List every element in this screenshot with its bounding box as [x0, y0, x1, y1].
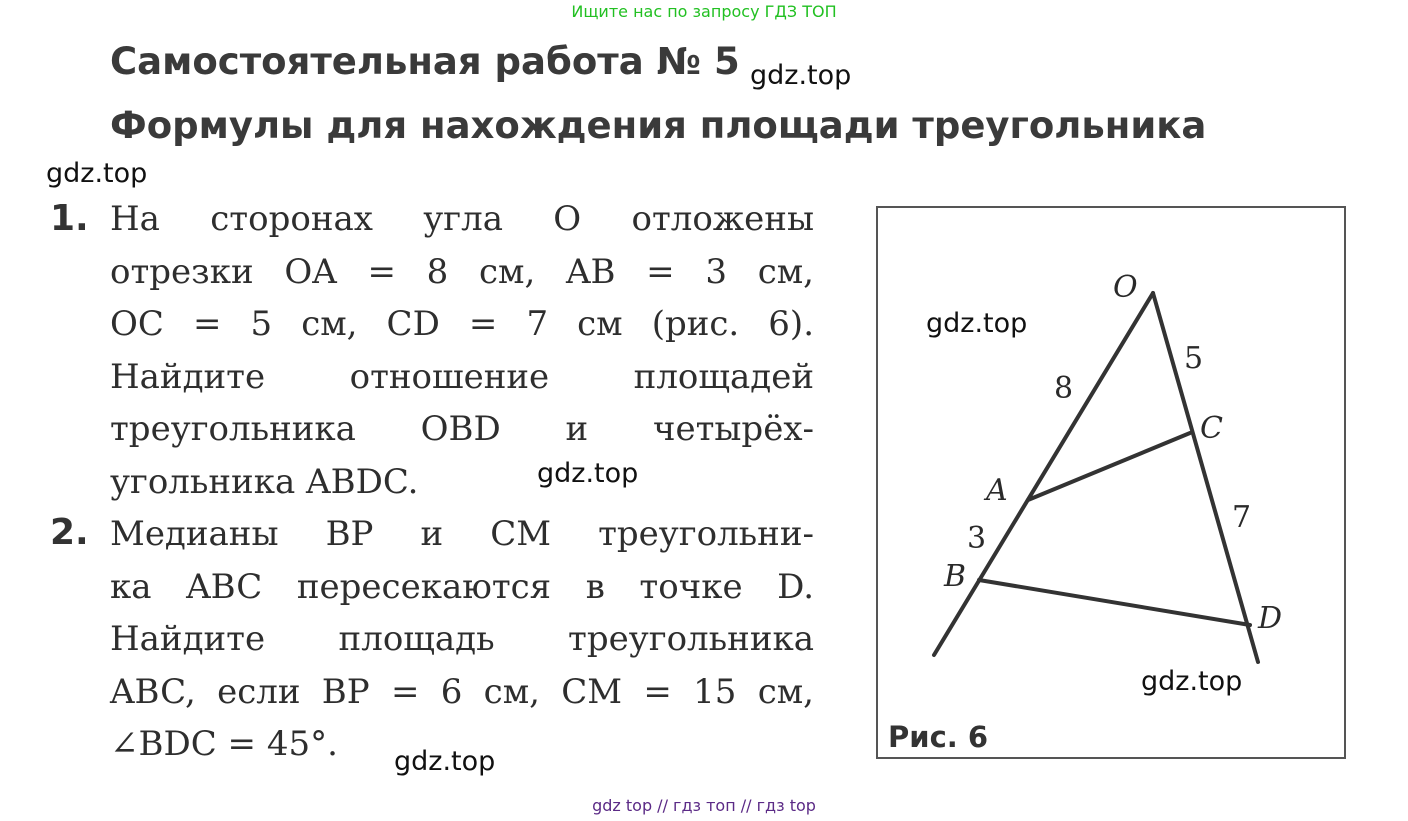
task-1-line: На сторонах угла O отложены	[110, 199, 814, 239]
length-ab-label: 3	[967, 521, 987, 556]
task-2-line: ка ABC пересекаются в точке D.	[110, 566, 814, 607]
length-oa-label: 8	[1054, 371, 1074, 406]
point-c-label: C	[1200, 411, 1223, 446]
point-a-label: A	[986, 473, 1008, 508]
watermark: gdz.top	[750, 60, 852, 91]
watermark: gdz.top	[394, 746, 496, 777]
task-1-number: 1.	[50, 198, 89, 239]
length-oc-label: 5	[1184, 341, 1204, 376]
task-2-line: ∠BDC = 45°.	[110, 724, 338, 764]
task-2-line: Найдите площадь треугольника	[110, 619, 814, 659]
ray-oc-line	[1153, 293, 1258, 662]
segment-bd-line	[979, 580, 1250, 625]
task-1-line: OC = 5 см, CD = 7 см (рис. 6).	[110, 304, 814, 344]
task-2-number: 2.	[50, 512, 89, 553]
task-2-line: Медианы BP и CM треугольни-	[110, 514, 814, 554]
task-1-line: Найдите отношение площадей	[110, 356, 814, 397]
point-o-label: O	[1113, 270, 1138, 305]
watermark: gdz.top	[537, 458, 639, 489]
task-2-line: ABC, если BP = 6 см, CM = 15 см,	[110, 671, 814, 712]
figure-caption: Рис. 6	[888, 720, 989, 754]
watermark: gdz.top	[1141, 666, 1243, 697]
task-1-line: угольника ABDC.	[110, 461, 419, 502]
task-1-line: отрезки OA = 8 см, AB = 3 см,	[110, 251, 814, 292]
segment-ac-line	[1028, 433, 1190, 500]
watermark: gdz.top	[46, 158, 148, 189]
ray-oa-line	[934, 293, 1153, 655]
search-hint-link[interactable]: Ищите нас по запросу ГДЗ ТОП	[571, 2, 837, 21]
worksheet-subtitle: Формулы для нахождения площади треугольника	[110, 104, 1207, 147]
task-1-line: треугольника OBD и четырёх-	[110, 409, 814, 449]
point-b-label: B	[944, 559, 967, 594]
length-cd-label: 7	[1232, 500, 1252, 535]
worksheet-title: Самостоятельная работа № 5	[110, 40, 740, 83]
watermark: gdz.top	[926, 308, 1028, 339]
footer-links[interactable]: gdz top // гдз топ // гдз top	[592, 796, 816, 815]
point-d-label: D	[1258, 601, 1283, 636]
